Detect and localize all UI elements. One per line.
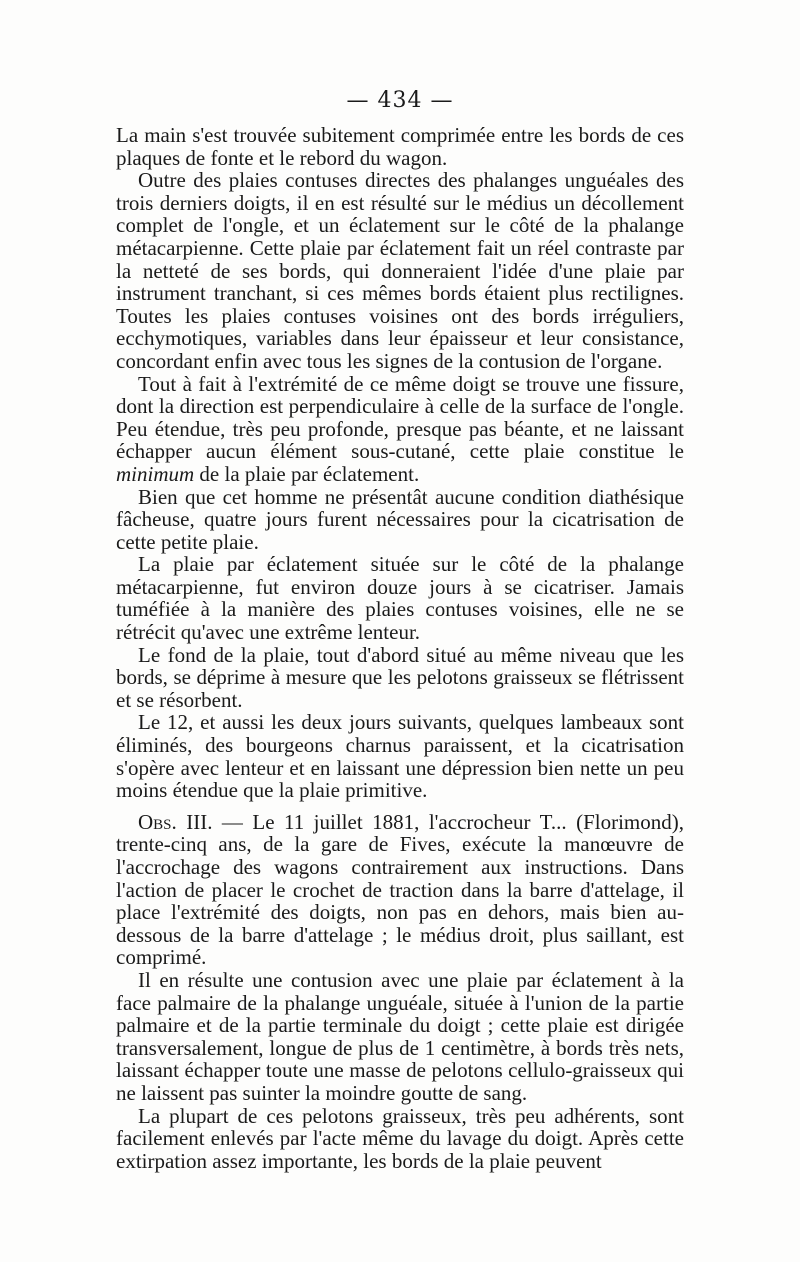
- body-text: [116, 124, 684, 1172]
- paragraph-6: Le fond de la plaie, tout d'abord situé au même niveau que les bords, se déprime à mesure que les pelotons graisseux se flétrissent et se résorbent.: [116, 642, 684, 712]
- paragraph-2: Outre des plaies contuses directes des phalanges unguéales des trois derniers doigts, il en est résulté sur le médius un décollement complet de l'ongle, et un éclatement sur le côté de la phalange métacarpienne. Cette plaie par éclatement fait un réel contraste par la netteté de ses bords, qui donneraient l'idée d'une plaie par instrument tranchant, si ces mêmes bords étaient plus rectilignes. Toutes les plaies contuses voisines ont des bords irréguliers, ecchymotiques, variables dans leur épaisseur et leur consistance, concordant enfin avec tous les signes de la contusion de l'organe.: [116, 168, 684, 373]
- paragraph-5: La plaie par éclatement située sur le côté de la phalange métacarpienne, fut environ douze jours à se cicatriser. Jamais tuméfiée à la manière des plaies contuses voisines, elle ne se rétrécit qu'avec une extrême lenteur.: [116, 552, 684, 645]
- paragraph-3-italic-term: minimum: [116, 461, 195, 486]
- observation-3-text: — Le 11 juillet 1881, l'accrocheur T... (Florimond), trente-cinq ans, de la gare de Fives, exécute la manœuvre de l'accrochage des wagons contrairement aux instructions. Dans l'action de placer le crochet de traction dans la barre d'attelage, il place l'extrémité des doigts, non pas en dehors, mais bien au-dessous de la barre d'attelage ; le médius droit, plus saillant, est comprimé.: [116, 809, 684, 970]
- paragraph-3-text-before: Tout à fait à l'extrémité de ce même doigt se trouve une fissure, dont la direction est perpendiculaire à celle de la surface de l'ongle. Peu étendue, très peu profonde, presque pas béante, et ne laissant échapper aucun élément sous-cutané, cette plaie constitue le: [116, 371, 684, 464]
- paragraph-4: Bien que cet homme ne présentât aucune condition diathésique fâcheuse, quatre jours furent nécessaires pour la cicatrisation de cette petite plaie.: [116, 484, 684, 554]
- paragraph-7: Le 12, et aussi les deux jours suivants, quelques lambeaux sont éliminés, des bourgeons charnus paraissent, et la cicatrisation s'opère avec lenteur et en laissant une dépression bien nette un peu moins étendue que la plaie primitive.: [116, 710, 684, 803]
- paragraph-1: La main s'est trouvée subitement comprimée entre les bords de ces plaques de fonte et le rebord du wagon.: [116, 123, 684, 170]
- page-number: — 434 —: [346, 88, 454, 113]
- paragraph-10: La plupart de ces pelotons graisseux, très peu adhérents, sont facilement enlevés par l'acte même du lavage du doigt. Après cette extirpation assez importante, les bords de la plaie peuvent: [116, 1103, 684, 1173]
- paragraph-3-text-after: de la plaie par éclatement.: [194, 461, 420, 486]
- paragraph-3: [116, 373, 684, 486]
- observation-3-paragraph: [116, 811, 684, 969]
- observation-label: Obs. III.: [138, 809, 213, 834]
- paragraph-9: Il en résulte une contusion avec une plaie par éclatement à la face palmaire de la phalange unguéale, située à l'union de la partie palmaire et de la partie terminale du doigt ; cette plaie est dirigée transversalement, longue de plus de 1 centimètre, à bords très nets, laissant échapper toute une masse de pelotons cellulo-graisseux qui ne laissent pas suinter la moindre goutte de sang.: [116, 967, 684, 1105]
